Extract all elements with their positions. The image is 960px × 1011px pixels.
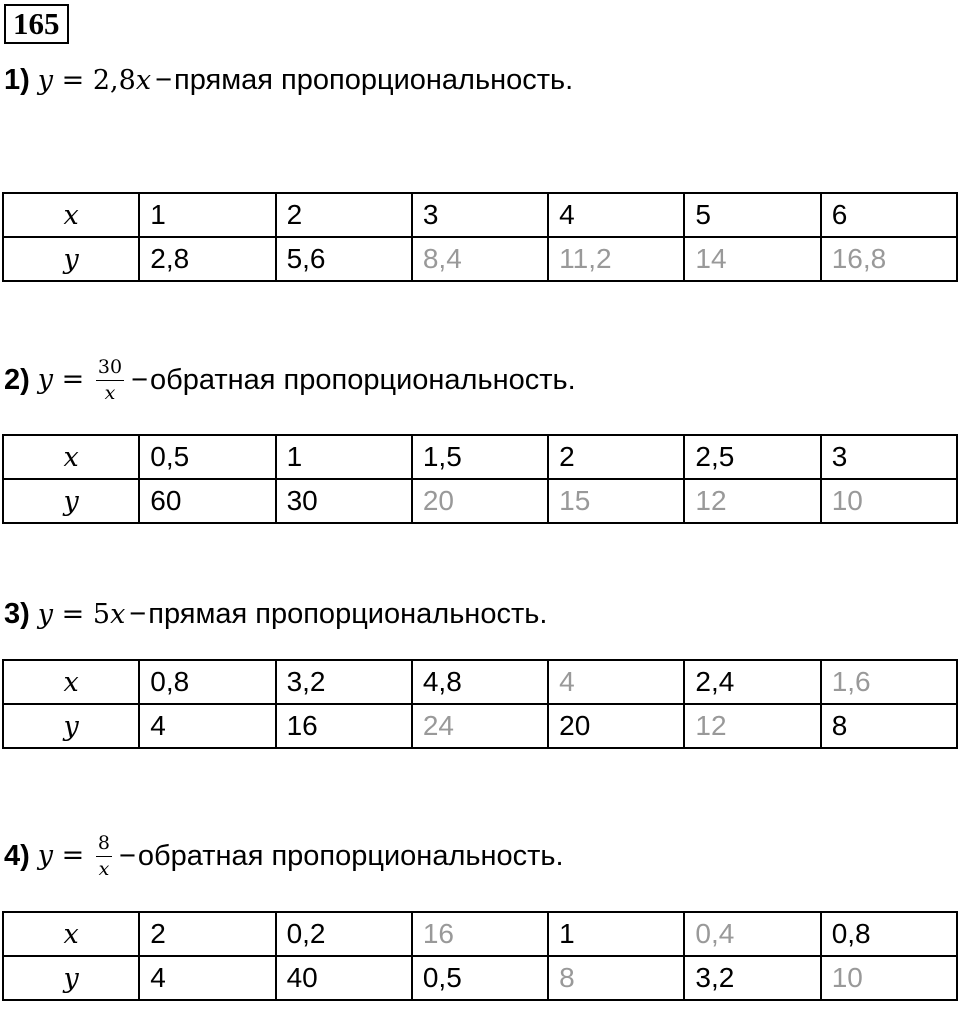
table-cell-y: 0,5 xyxy=(412,956,548,1000)
table-cell-x: 2 xyxy=(276,193,412,237)
fraction-denominator: x xyxy=(98,858,110,880)
table-cell-x: 0,4 xyxy=(684,912,820,956)
task-3-table xyxy=(2,659,958,749)
fraction-numerator: 30 xyxy=(96,358,124,381)
task-3-label: 3) xyxy=(4,598,30,630)
table-cell-y: 14 xyxy=(684,237,820,281)
table-row-x xyxy=(3,912,957,956)
task-3-formula xyxy=(38,599,126,630)
formula-fraction xyxy=(96,358,124,403)
table-cell-x: 2 xyxy=(139,912,275,956)
table-cell-y: 8 xyxy=(821,704,957,748)
row-header-x: x xyxy=(3,660,139,704)
table-row-x xyxy=(3,660,957,704)
task-2-label: 2) xyxy=(4,364,30,396)
row-header-y: y xyxy=(3,704,139,748)
task-4-table xyxy=(2,911,958,1001)
task-4-heading xyxy=(4,834,564,879)
fraction-numerator: 8 xyxy=(96,834,112,857)
table-cell-x: 0,2 xyxy=(276,912,412,956)
task-4-label: 4) xyxy=(4,840,30,872)
table-cell-x: 0,8 xyxy=(139,660,275,704)
table-cell-y: 4 xyxy=(139,956,275,1000)
row-header-y: y xyxy=(3,479,139,523)
formula-eq: = xyxy=(61,65,85,96)
fraction-denominator: x xyxy=(104,382,116,404)
table-cell-y: 16,8 xyxy=(821,237,957,281)
table-cell-x: 3,2 xyxy=(276,660,412,704)
formula-fraction xyxy=(96,834,112,879)
row-header-y: y xyxy=(3,956,139,1000)
formula-coef: 5 xyxy=(92,599,111,630)
table-cell-y: 30 xyxy=(276,479,412,523)
table-cell-y: 20 xyxy=(412,479,548,523)
table-cell-x: 2,4 xyxy=(684,660,820,704)
task-1-label: 1) xyxy=(4,64,30,96)
task-3-description: прямая пропорциональность. xyxy=(148,598,548,630)
table-cell-x: 5 xyxy=(684,193,820,237)
row-header-x: x xyxy=(3,912,139,956)
table-cell-y: 8,4 xyxy=(412,237,548,281)
row-header-y: y xyxy=(3,237,139,281)
table-row-y xyxy=(3,704,957,748)
task-2-description: обратная пропорциональность. xyxy=(150,364,576,396)
table-cell-x: 1 xyxy=(276,435,412,479)
task-2-table xyxy=(2,434,958,524)
table-cell-x: 1,6 xyxy=(821,660,957,704)
formula-lhs: y xyxy=(37,599,54,630)
table-cell-x: 4 xyxy=(548,660,684,704)
table-cell-x: 6 xyxy=(821,193,957,237)
table-cell-x: 3 xyxy=(821,435,957,479)
table-cell-y: 5,6 xyxy=(276,237,412,281)
table-cell-y: 15 xyxy=(548,479,684,523)
formula-coef: 2,8 xyxy=(92,65,136,96)
task-1-heading xyxy=(4,64,573,97)
dash: − xyxy=(118,840,136,872)
table-row-y xyxy=(3,956,957,1000)
table-cell-x: 2,5 xyxy=(684,435,820,479)
table-row-y xyxy=(3,479,957,523)
table-cell-y: 12 xyxy=(684,704,820,748)
table-cell-y: 4 xyxy=(139,704,275,748)
table-cell-x: 3 xyxy=(412,193,548,237)
task-1-formula xyxy=(38,65,151,96)
table-cell-y: 24 xyxy=(412,704,548,748)
row-header-x: x xyxy=(3,193,139,237)
formula-lhs: y xyxy=(37,364,54,395)
table-cell-y: 40 xyxy=(276,956,412,1000)
formula-lhs: y xyxy=(37,65,54,96)
problem-number: 165 xyxy=(4,4,69,44)
table-cell-y: 8 xyxy=(548,956,684,1000)
table-cell-y: 20 xyxy=(548,704,684,748)
formula-var: x xyxy=(110,599,126,630)
table-cell-x: 16 xyxy=(412,912,548,956)
table-cell-x: 4,8 xyxy=(412,660,548,704)
table-cell-x: 0,8 xyxy=(821,912,957,956)
table-cell-x: 4 xyxy=(548,193,684,237)
table-cell-y: 16 xyxy=(276,704,412,748)
task-4-description: обратная пропорциональность. xyxy=(137,840,564,872)
table-cell-y: 11,2 xyxy=(548,237,684,281)
row-header-x: x xyxy=(3,435,139,479)
dash: − xyxy=(129,598,147,630)
dash: − xyxy=(131,364,148,396)
task-4-formula xyxy=(38,834,115,879)
table-cell-x: 1 xyxy=(548,912,684,956)
formula-eq: = xyxy=(61,599,85,630)
table-cell-y: 10 xyxy=(821,956,957,1000)
table-cell-x: 1,5 xyxy=(412,435,548,479)
table-cell-y: 12 xyxy=(684,479,820,523)
formula-var: x xyxy=(135,65,152,96)
task-1-table xyxy=(2,192,958,282)
dash: − xyxy=(155,64,172,96)
table-cell-y: 10 xyxy=(821,479,957,523)
task-3-heading xyxy=(4,598,547,631)
table-cell-x: 1 xyxy=(139,193,275,237)
table-row-x xyxy=(3,435,957,479)
task-1-description: прямая пропорциональность. xyxy=(174,64,574,96)
table-cell-x: 0,5 xyxy=(139,435,275,479)
table-row-x xyxy=(3,193,957,237)
formula-eq: = xyxy=(61,364,85,395)
table-cell-y: 60 xyxy=(139,479,275,523)
task-2-formula xyxy=(38,358,127,403)
task-2-heading xyxy=(4,358,576,403)
table-cell-y: 2,8 xyxy=(139,237,275,281)
formula-lhs: y xyxy=(37,840,54,871)
table-row-y xyxy=(3,237,957,281)
table-cell-x: 2 xyxy=(548,435,684,479)
table-cell-y: 3,2 xyxy=(684,956,820,1000)
formula-eq: = xyxy=(61,840,85,871)
